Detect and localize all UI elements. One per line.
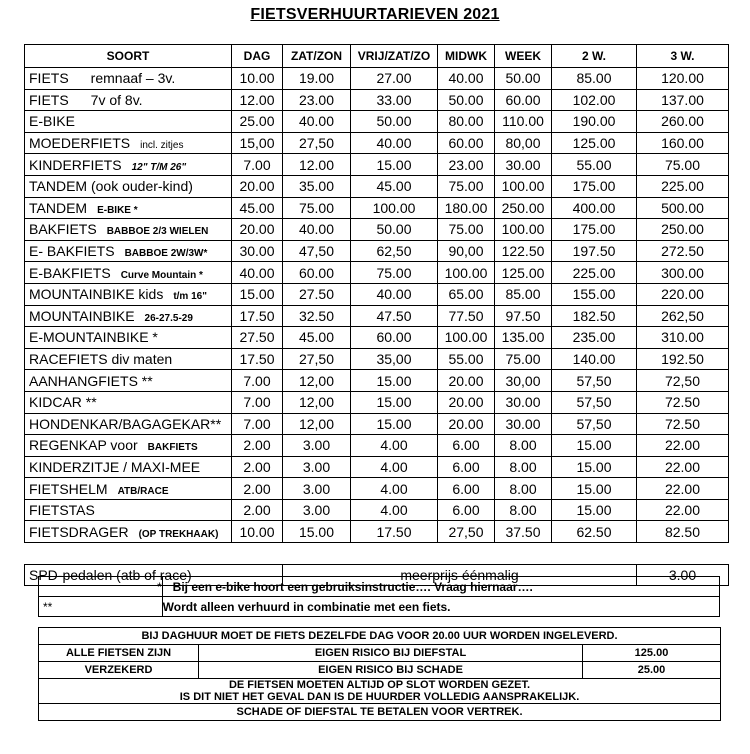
price-cell: 2.00: [232, 499, 283, 521]
price-cell: 8.00: [495, 478, 552, 500]
price-cell: 60.00: [351, 327, 438, 349]
type-note: 12" T/M 26": [131, 161, 187, 173]
type-cell: [25, 89, 232, 111]
price-cell: 45.00: [351, 175, 438, 197]
price-cell: 12,00: [283, 391, 351, 413]
price-cell: 8.00: [495, 435, 552, 457]
header-cell: 3 W.: [637, 45, 729, 68]
price-cell: 37.50: [495, 521, 552, 543]
type-name: TANDEM: [29, 199, 88, 216]
footnote-symbol: *: [39, 577, 163, 597]
return-rule: BIJ DAGHUUR MOET DE FIETS DEZELFDE DAG VOOR 20.00 UUR WORDEN INGELEVERD.: [39, 628, 721, 645]
type-cell: [25, 499, 232, 521]
price-cell: 60.00: [438, 132, 495, 154]
price-cell: 10.00: [232, 68, 283, 90]
type-cell: [25, 456, 232, 478]
header-row: [25, 45, 729, 68]
price-cell: 17.50: [232, 305, 283, 327]
type-name: FIETS: [29, 91, 69, 108]
price-cell: 75.00: [438, 219, 495, 241]
price-cell: 19.00: [283, 68, 351, 90]
type-cell: [25, 132, 232, 154]
price-cell: 15.00: [552, 456, 637, 478]
price-cell: 110.00: [495, 111, 552, 133]
extra-label: meerprijs éénmalig: [283, 564, 637, 586]
type-cell: [25, 413, 232, 435]
type-note: 7v of 8v.: [90, 91, 143, 108]
price-cell: 27.50: [232, 327, 283, 349]
price-cell: 225.00: [637, 175, 729, 197]
type-name: KIDCAR **: [29, 394, 97, 411]
price-cell: 4.00: [351, 435, 438, 457]
price-cell: 30,00: [495, 370, 552, 392]
header-cell: DAG: [232, 45, 283, 68]
type-name: E-BAKFIETS: [29, 264, 111, 281]
price-cell: 15.00: [552, 478, 637, 500]
price-cell: 2.00: [232, 435, 283, 457]
price-cell: 35,00: [351, 348, 438, 370]
footnote-symbol: **: [39, 597, 163, 617]
insured-text: ALLE FIETSEN ZIJN: [39, 645, 199, 662]
price-cell: 22.00: [637, 478, 729, 500]
type-name: MOEDERFIETS: [29, 135, 131, 152]
price-cell: 27.00: [351, 68, 438, 90]
footnote-row: [39, 597, 720, 617]
price-cell: 12.00: [283, 154, 351, 176]
type-name: TANDEM (ook ouder-kind): [29, 178, 193, 195]
type-name: FIETS: [29, 70, 69, 87]
price-cell: 47,50: [283, 240, 351, 262]
type-cell: [25, 435, 232, 457]
price-cell: 15.00: [351, 391, 438, 413]
price-cell: 6.00: [438, 499, 495, 521]
type-note: remnaaf – 3v.: [90, 70, 176, 87]
price-cell: 15.00: [552, 499, 637, 521]
price-cell: 85.00: [495, 283, 552, 305]
table-row: [25, 521, 729, 543]
type-cell: [25, 327, 232, 349]
header-cell: ZAT/ZON: [283, 45, 351, 68]
price-cell: 23.00: [283, 89, 351, 111]
price-cell: 260.00: [637, 111, 729, 133]
type-name: RACEFIETS div maten: [29, 351, 173, 368]
type-name: E- BAKFIETS: [29, 243, 115, 260]
price-cell: 272.50: [637, 240, 729, 262]
table-row: [25, 154, 729, 176]
price-cell: 62,50: [351, 240, 438, 262]
type-name: KINDERZITJE / MAXI-MEE: [29, 458, 201, 475]
price-cell: 33.00: [351, 89, 438, 111]
price-cell: 2.00: [232, 478, 283, 500]
type-note: ATB/RACE: [117, 485, 169, 497]
type-cell: [25, 175, 232, 197]
price-cell: 15.00: [232, 283, 283, 305]
type-note: BABBOE 2W/3W*: [124, 248, 208, 260]
header-cell: SOORT: [25, 45, 232, 68]
price-cell: 75.00: [438, 175, 495, 197]
type-name: FIETSDRAGER: [29, 523, 129, 540]
price-cell: 85.00: [552, 68, 637, 90]
risk-theft-amount: 125.00: [583, 645, 721, 662]
price-cell: 20.00: [438, 413, 495, 435]
risk-damage-label: EIGEN RISICO BIJ SCHADE: [199, 662, 583, 679]
price-cell: 100.00: [495, 175, 552, 197]
type-cell: [25, 348, 232, 370]
price-cell: 72,50: [637, 370, 729, 392]
header-cell: WEEK: [495, 45, 552, 68]
price-cell: 6.00: [438, 435, 495, 457]
price-cell: 155.00: [552, 283, 637, 305]
footnotes-table: [38, 576, 720, 617]
header-cell: VRIJ/ZAT/ZO: [351, 45, 438, 68]
price-cell: 100.00: [495, 219, 552, 241]
price-cell: 262,50: [637, 305, 729, 327]
price-cell: 102.00: [552, 89, 637, 111]
price-cell: 57,50: [552, 413, 637, 435]
price-cell: 6.00: [438, 456, 495, 478]
price-cell: 40.00: [232, 262, 283, 284]
price-cell: 140.00: [552, 348, 637, 370]
price-cell: 3.00: [283, 478, 351, 500]
price-cell: 197.50: [552, 240, 637, 262]
price-cell: 15.00: [283, 521, 351, 543]
price-cell: 182.50: [552, 305, 637, 327]
price-cell: 40.00: [283, 219, 351, 241]
price-cell: 15.00: [351, 154, 438, 176]
price-cell: 2.00: [232, 456, 283, 478]
price-cell: 6.00: [438, 478, 495, 500]
table-row: [25, 240, 729, 262]
type-name: MOUNTAINBIKE: [29, 307, 135, 324]
price-cell: 15.00: [351, 370, 438, 392]
table-row: [25, 327, 729, 349]
price-cell: 15,00: [232, 132, 283, 154]
lock-rule: [39, 679, 721, 704]
price-cell: 192.50: [637, 348, 729, 370]
table-row: [25, 219, 729, 241]
extra-price: 3.00: [637, 564, 729, 586]
price-cell: 50.00: [351, 219, 438, 241]
price-cell: 45.00: [283, 327, 351, 349]
type-cell: [25, 240, 232, 262]
table-row: [25, 305, 729, 327]
price-cell: 22.00: [637, 456, 729, 478]
price-cell: 50.00: [495, 68, 552, 90]
type-note: t/m 16": [173, 291, 207, 303]
table-row: [25, 478, 729, 500]
price-cell: 10.00: [232, 521, 283, 543]
table-row: [25, 435, 729, 457]
price-cell: 35.00: [283, 175, 351, 197]
price-cell: 100.00: [438, 327, 495, 349]
type-note: BABBOE 2/3 WIELEN: [106, 226, 209, 238]
table-row: [25, 391, 729, 413]
price-cell: 17.50: [232, 348, 283, 370]
price-cell: 23.00: [438, 154, 495, 176]
price-cell: 40.00: [351, 132, 438, 154]
price-cell: 160.00: [637, 132, 729, 154]
type-cell: [25, 370, 232, 392]
lock-rule-line: IS DIT NIET HET GEVAL DAN IS DE HUURDER VOLLEDIG AANSPRAKELIJK.: [179, 691, 580, 703]
price-cell: 7.00: [232, 391, 283, 413]
price-cell: 27,50: [283, 132, 351, 154]
table-row: [25, 370, 729, 392]
price-cell: 7.00: [232, 370, 283, 392]
price-cell: 80,00: [495, 132, 552, 154]
price-cell: 30.00: [495, 413, 552, 435]
price-cell: 22.00: [637, 435, 729, 457]
risk-theft-label: EIGEN RISICO BIJ DIEFSTAL: [199, 645, 583, 662]
type-cell: [25, 262, 232, 284]
price-cell: 125.00: [495, 262, 552, 284]
price-cell: 30.00: [495, 154, 552, 176]
payment-rule: SCHADE OF DIEFSTAL TE BETALEN VOOR VERTREK.: [39, 704, 721, 721]
price-cell: 250.00: [637, 219, 729, 241]
price-cell: 100.00: [351, 197, 438, 219]
price-cell: 40.00: [351, 283, 438, 305]
price-cell: 135.00: [495, 327, 552, 349]
type-name: FIETSTAS: [29, 502, 95, 519]
table-row: [25, 89, 729, 111]
type-cell: [25, 219, 232, 241]
price-cell: 27,50: [438, 521, 495, 543]
type-cell: [25, 305, 232, 327]
price-cell: 75.00: [351, 262, 438, 284]
type-note: BAKFIETS: [147, 442, 198, 454]
price-cell: 47.50: [351, 305, 438, 327]
type-name: E-MOUNTAINBIKE *: [29, 329, 158, 346]
price-cell: 45.00: [232, 197, 283, 219]
type-cell: [25, 197, 232, 219]
price-cell: 57,50: [552, 391, 637, 413]
price-cell: 27.50: [283, 283, 351, 305]
price-cell: 62.50: [552, 521, 637, 543]
rules-table: [38, 627, 721, 721]
price-cell: 8.00: [495, 456, 552, 478]
type-name: REGENKAP voor: [29, 437, 138, 454]
table-row: [25, 111, 729, 133]
price-cell: 80.00: [438, 111, 495, 133]
footnote-text: Bij een e-bike hoort een gebruiksinstructie…. Vraag hiernaar….: [162, 577, 719, 597]
price-cell: 40.00: [283, 111, 351, 133]
price-cell: 27,50: [283, 348, 351, 370]
price-cell: 50.00: [438, 89, 495, 111]
price-cell: 17.50: [351, 521, 438, 543]
price-cell: 3.00: [283, 456, 351, 478]
price-cell: 4.00: [351, 499, 438, 521]
price-cell: 40.00: [438, 68, 495, 90]
type-note: (OP TREKHAAK): [138, 528, 219, 540]
price-cell: 400.00: [552, 197, 637, 219]
table-row: [25, 68, 729, 90]
price-cell: 12.00: [232, 89, 283, 111]
type-cell: [25, 111, 232, 133]
table-row: [25, 413, 729, 435]
price-cell: 310.00: [637, 327, 729, 349]
price-cell: 120.00: [637, 68, 729, 90]
price-cell: 75.00: [637, 154, 729, 176]
table-row: [25, 262, 729, 284]
price-cell: 77.50: [438, 305, 495, 327]
price-cell: 32.50: [283, 305, 351, 327]
type-cell: [25, 478, 232, 500]
price-cell: 225.00: [552, 262, 637, 284]
type-name: MOUNTAINBIKE kids: [29, 286, 164, 303]
footnote-row: [39, 577, 720, 597]
price-cell: 12,00: [283, 370, 351, 392]
price-cell: 180.00: [438, 197, 495, 219]
price-cell: 3.00: [283, 435, 351, 457]
type-cell: [25, 391, 232, 413]
price-cell: 235.00: [552, 327, 637, 349]
price-cell: 25.00: [232, 111, 283, 133]
type-note: E-BIKE *: [97, 204, 138, 216]
lock-rule-line: DE FIETSEN MOETEN ALTIJD OP SLOT WORDEN GEZET.: [228, 679, 531, 691]
type-cell: [25, 521, 232, 543]
table-row: [25, 348, 729, 370]
price-cell: 300.00: [637, 262, 729, 284]
footnote-text: Wordt alleen verhuurd in combinatie met een fiets.: [162, 597, 719, 617]
type-note: incl. zitjes: [140, 140, 184, 152]
price-cell: 75.00: [283, 197, 351, 219]
price-cell: 250.00: [495, 197, 552, 219]
price-cell: 190.00: [552, 111, 637, 133]
price-cell: 97.50: [495, 305, 552, 327]
price-cell: 57,50: [552, 370, 637, 392]
price-cell: 72.50: [637, 413, 729, 435]
page-title: FIETSVERHUURTARIEVEN 2021: [250, 6, 500, 23]
price-cell: 90,00: [438, 240, 495, 262]
price-cell: 20.00: [232, 219, 283, 241]
price-cell: 125.00: [552, 132, 637, 154]
price-cell: 4.00: [351, 478, 438, 500]
insured-text: VERZEKERD: [39, 662, 199, 679]
price-cell: 50.00: [351, 111, 438, 133]
price-cell: 65.00: [438, 283, 495, 305]
price-cell: 12,00: [283, 413, 351, 435]
risk-damage-amount: 25.00: [583, 662, 721, 679]
table-row: [25, 499, 729, 521]
price-cell: 15.00: [351, 413, 438, 435]
type-name: KINDERFIETS: [29, 156, 122, 173]
price-cell: 137.00: [637, 89, 729, 111]
type-cell: [25, 154, 232, 176]
price-cell: 60.00: [495, 89, 552, 111]
price-cell: 122.50: [495, 240, 552, 262]
price-cell: 72.50: [637, 391, 729, 413]
rates-table: [24, 44, 729, 586]
price-cell: 30.00: [232, 240, 283, 262]
price-cell: 220.00: [637, 283, 729, 305]
price-cell: 4.00: [351, 456, 438, 478]
type-name: AANHANGFIETS **: [29, 372, 153, 389]
price-cell: 15.00: [552, 435, 637, 457]
type-name: FIETSHELM: [29, 480, 108, 497]
table-row: [25, 197, 729, 219]
price-cell: 175.00: [552, 219, 637, 241]
price-cell: 60.00: [283, 262, 351, 284]
price-cell: 7.00: [232, 154, 283, 176]
type-note: 26-27.5-29: [144, 312, 193, 324]
price-cell: 3.00: [283, 499, 351, 521]
price-cell: 175.00: [552, 175, 637, 197]
table-row: [25, 132, 729, 154]
type-cell: [25, 283, 232, 305]
price-cell: 500.00: [637, 197, 729, 219]
type-name: E-BIKE: [29, 113, 75, 130]
price-cell: 20.00: [232, 175, 283, 197]
table-row: [25, 456, 729, 478]
type-name: BAKFIETS: [29, 221, 97, 238]
table-row: [25, 283, 729, 305]
header-cell: MIDWK: [438, 45, 495, 68]
price-cell: 75.00: [495, 348, 552, 370]
table-row: [25, 175, 729, 197]
type-cell: [25, 68, 232, 90]
price-cell: 55.00: [552, 154, 637, 176]
type-note: Curve Mountain *: [120, 269, 203, 281]
price-cell: 22.00: [637, 499, 729, 521]
header-cell: 2 W.: [552, 45, 637, 68]
price-cell: 82.50: [637, 521, 729, 543]
price-cell: 7.00: [232, 413, 283, 435]
price-cell: 100.00: [438, 262, 495, 284]
price-cell: 20.00: [438, 370, 495, 392]
extra-name: SPD-pedalen (atb of race): [25, 564, 283, 586]
price-cell: 30.00: [495, 391, 552, 413]
type-name: HONDENKAR/BAGAGEKAR**: [29, 415, 222, 432]
price-cell: 8.00: [495, 499, 552, 521]
price-cell: 20.00: [438, 391, 495, 413]
price-cell: 55.00: [438, 348, 495, 370]
